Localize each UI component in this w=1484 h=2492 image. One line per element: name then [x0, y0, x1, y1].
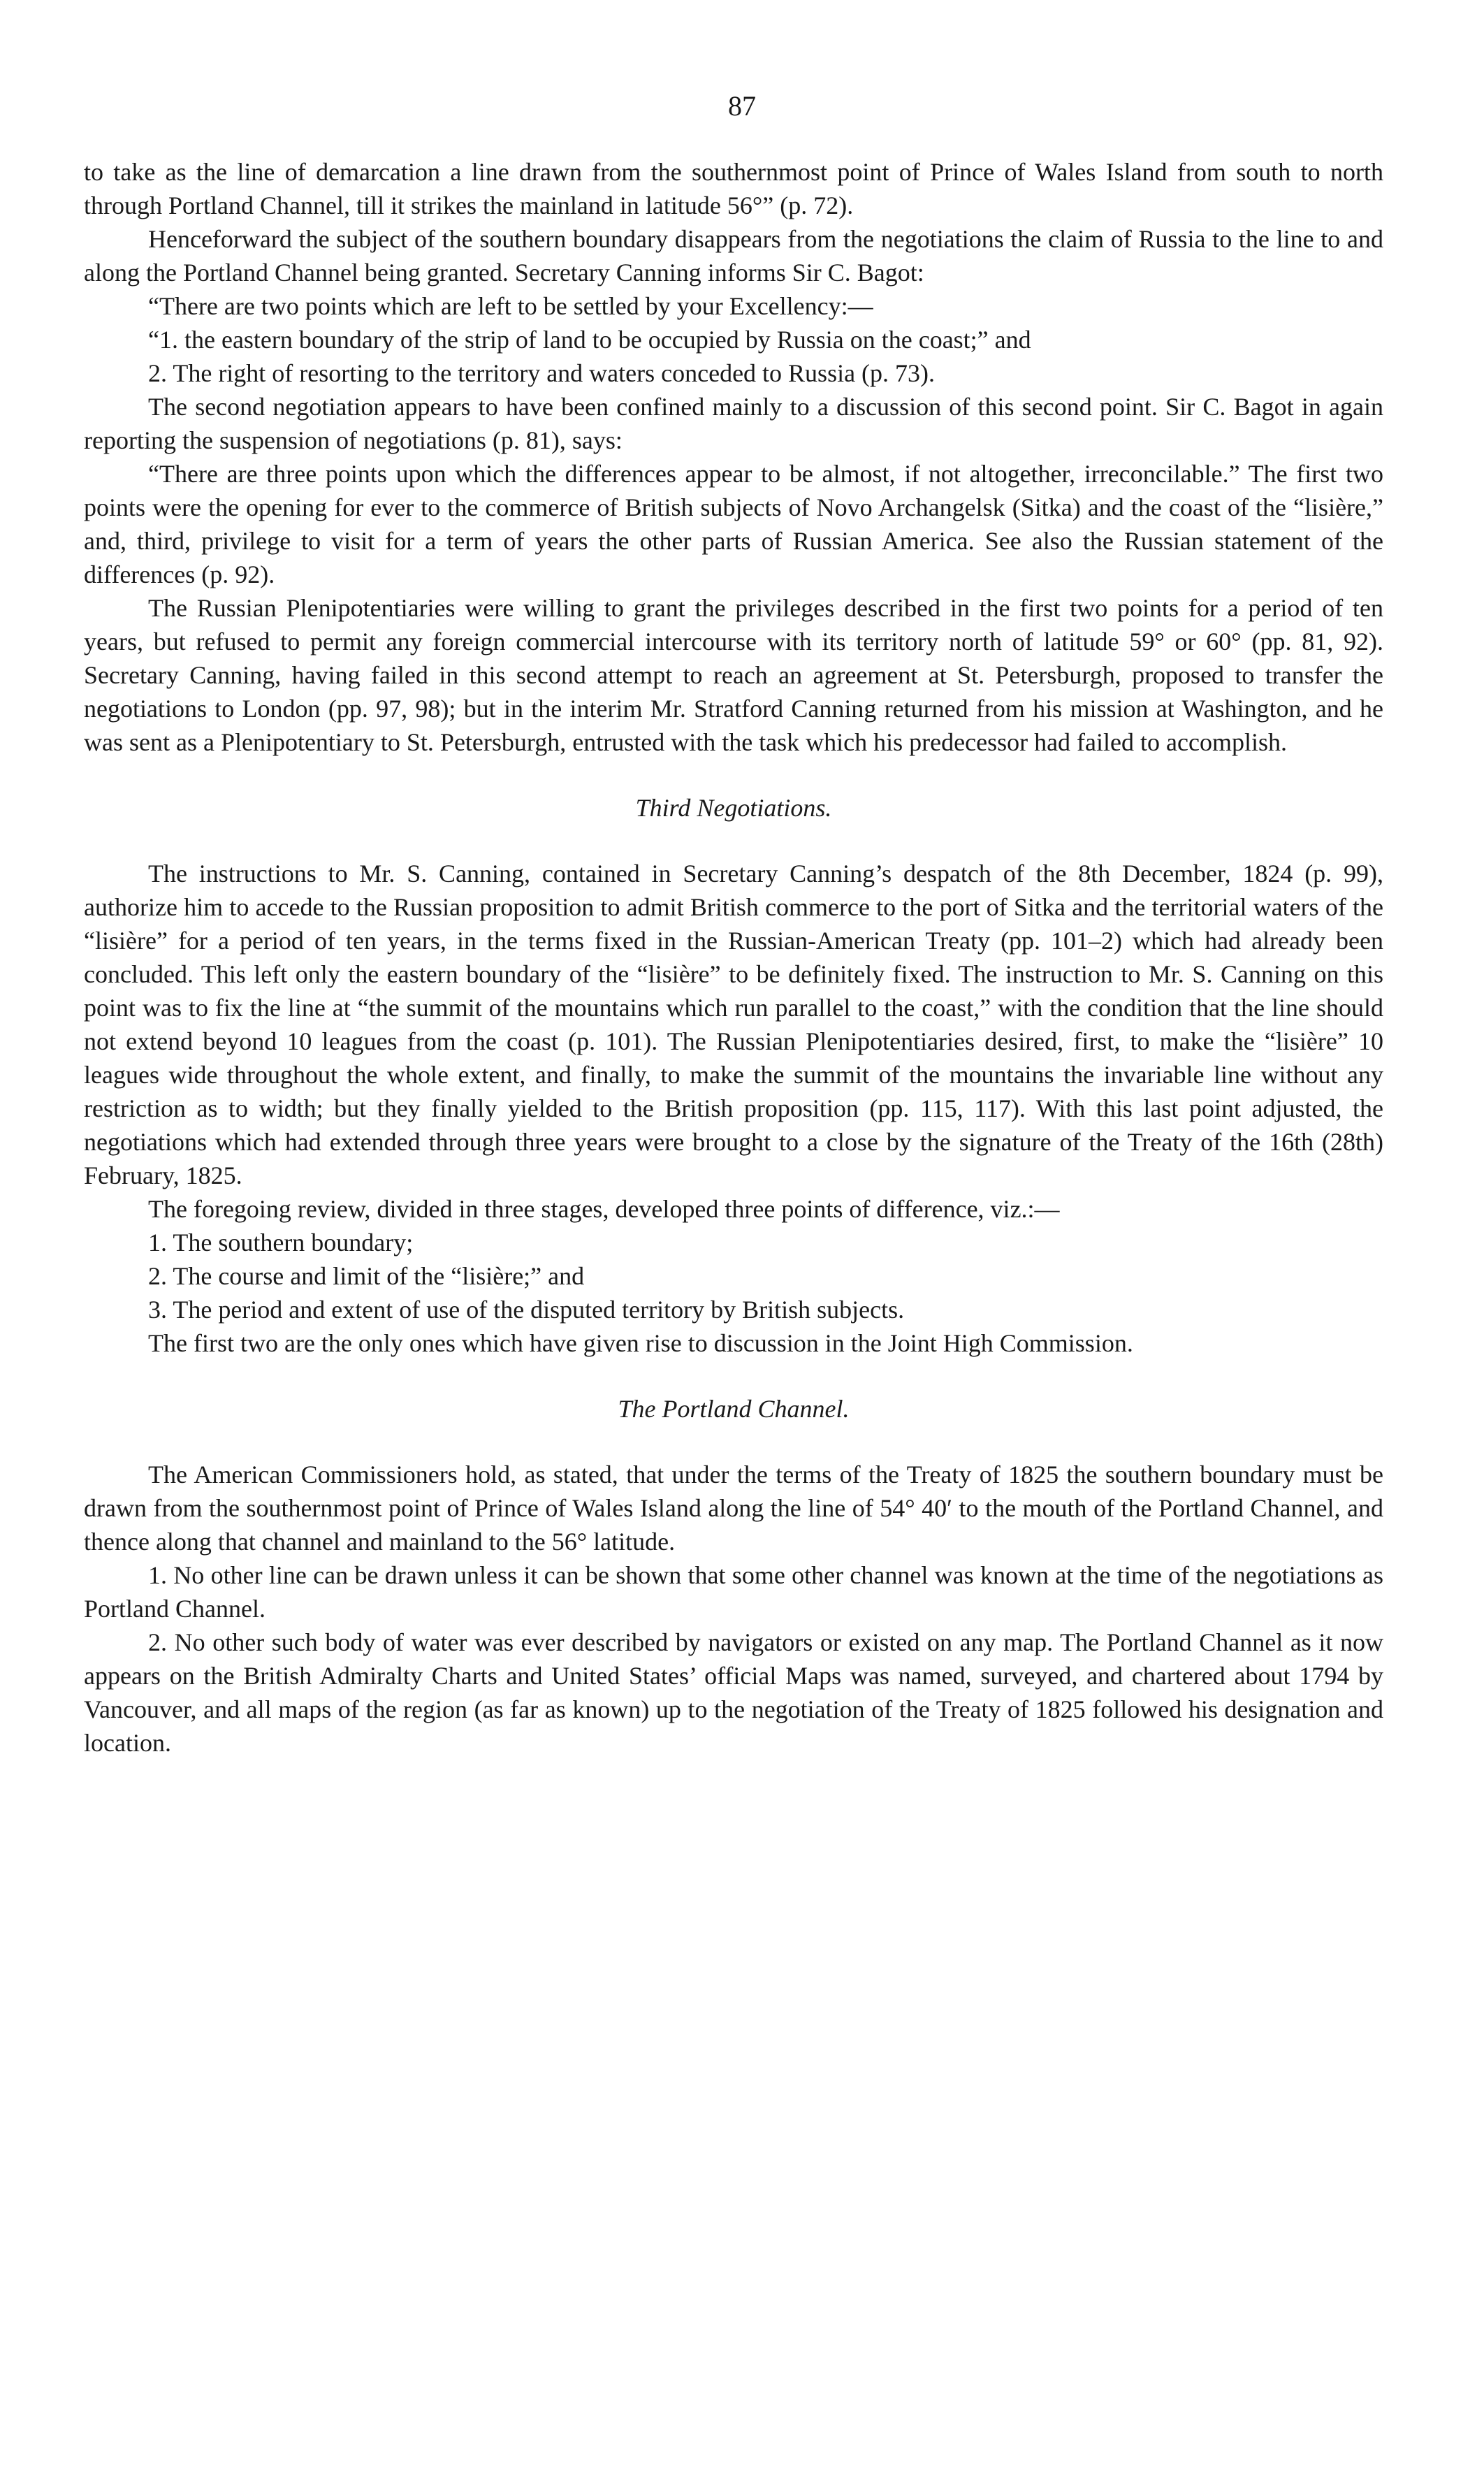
- quote-paragraph: “There are three points upon which the differences appear to be almost, if not altogether, irreconcilable.” The first two points were the opening for ever to the commerce of British subjects of Novo Archangelsk (Sitka) and the coast of the “lisière,” and, third, privilege to visit for a term of years the other parts of Russian America. See also the Russian statement of the differences (p. 92).: [84, 460, 1383, 588]
- list-item: 2. The course and limit of the “lisière;” and: [148, 1262, 585, 1290]
- list-item: 3. The period and extent of use of the disputed territory by British subjects.: [148, 1296, 905, 1324]
- paragraph: Henceforward the subject of the southern boundary disappears from the negotiations the claim of Russia to the line to and along the Portland Channel being granted. Secretary Canning informs Sir C. Bagot:: [84, 225, 1383, 287]
- paragraph: to take as the line of demarcation a line drawn from the southernmost point of Prince of Wales Island from south to north through Portland Channel, till it strikes the mainland in latitude 56°” (p. 72).: [84, 158, 1383, 219]
- paragraph: 2. No other such body of water was ever described by navigators or existed on any map. The Portland Channel as it now appears on the British Admiralty Charts and United States’ official Maps was named, surveyed, and chartered about 1794 by Vancouver, and all maps of the region (as far as known) up to the negotiation of the Treaty of 1825 followed his designation and location.: [84, 1628, 1383, 1757]
- paragraph: The first two are the only ones which have given rise to discussion in the Joint High Commission.: [148, 1329, 1133, 1357]
- section-heading-portland-channel: The Portland Channel.: [618, 1395, 850, 1423]
- paragraph: 1. No other line can be drawn unless it can be shown that some other channel was known at the time of the negotiations as Portland Channel.: [84, 1561, 1383, 1623]
- paragraph: The Russian Plenipotentiaries were willing to grant the privileges described in the first two points for a period of ten years, but refused to permit any foreign commercial intercourse with its territory north of latitude 59° or 60° (pp. 81, 92). Secretary Canning, having failed in this second attempt to reach an agreement at St. Petersburgh, proposed to transfer the negotiations to London (pp. 97, 98); but in the interim Mr. Stratford Canning returned from his mission at Washington, and he was sent as a Plenipotentiary to St. Petersburgh, entrusted with the task which his predecessor had failed to accomplish.: [84, 594, 1383, 756]
- list-item: 1. The southern boundary;: [148, 1229, 414, 1256]
- quote-paragraph: “1. the eastern boundary of the strip of land to be occupied by Russia on the coast;” and: [148, 326, 1031, 354]
- points-of-difference-list: [84, 1226, 1383, 1326]
- paragraph: The foregoing review, divided in three stages, developed three points of difference, viz.:—: [148, 1195, 1060, 1223]
- body-text: [84, 155, 1383, 1760]
- paragraph: The instructions to Mr. S. Canning, contained in Secretary Canning’s despatch of the 8th December, 1824 (p. 99), authorize him to accede to the Russian proposition to admit British commerce to the port of Sitka and the territorial waters of the “lisière” for a period of ten years, in the terms fixed in the Russian-American Treaty (pp. 101–2) which had already been concluded. This left only the eastern boundary of the “lisière” to be definitely fixed. The instruction to Mr. S. Canning on this point was to fix the line at “the summit of the mountains which run parallel to the coast,” with the condition that the line should not extend beyond 10 leagues from the coast (p. 101). The Russian Plenipotentiaries desired, first, to make the “lisière” 10 leagues wide throughout the whole extent, and finally, to make the summit of the mountains the invariable line without any restriction as to width; but they finally yielded to the British proposition (pp. 115, 117). With this last point adjusted, the negotiations which had extended through three years were brought to a close by the signature of the Treaty of the 16th (28th) February, 1825.: [84, 860, 1383, 1189]
- paragraph: The American Commissioners hold, as stated, that under the terms of the Treaty of 1825 the southern boundary must be drawn from the southernmost point of Prince of Wales Island along the line of 54° 40′ to the mouth of the Portland Channel, and thence along that channel and mainland to the 56° latitude.: [84, 1461, 1383, 1556]
- quote-paragraph: 2. The right of resorting to the territory and waters conceded to Russia (p. 73).: [148, 359, 936, 387]
- paragraph: The second negotiation appears to have been confined mainly to a discussion of this second point. Sir C. Bagot in again reporting the suspension of negotiations (p. 81), says:: [84, 393, 1383, 454]
- page-number: 87: [728, 90, 756, 122]
- section-heading-third-negotiations: Third Negotiations.: [635, 794, 832, 822]
- quote-paragraph: “There are two points which are left to be settled by your Excellency:—: [148, 292, 873, 320]
